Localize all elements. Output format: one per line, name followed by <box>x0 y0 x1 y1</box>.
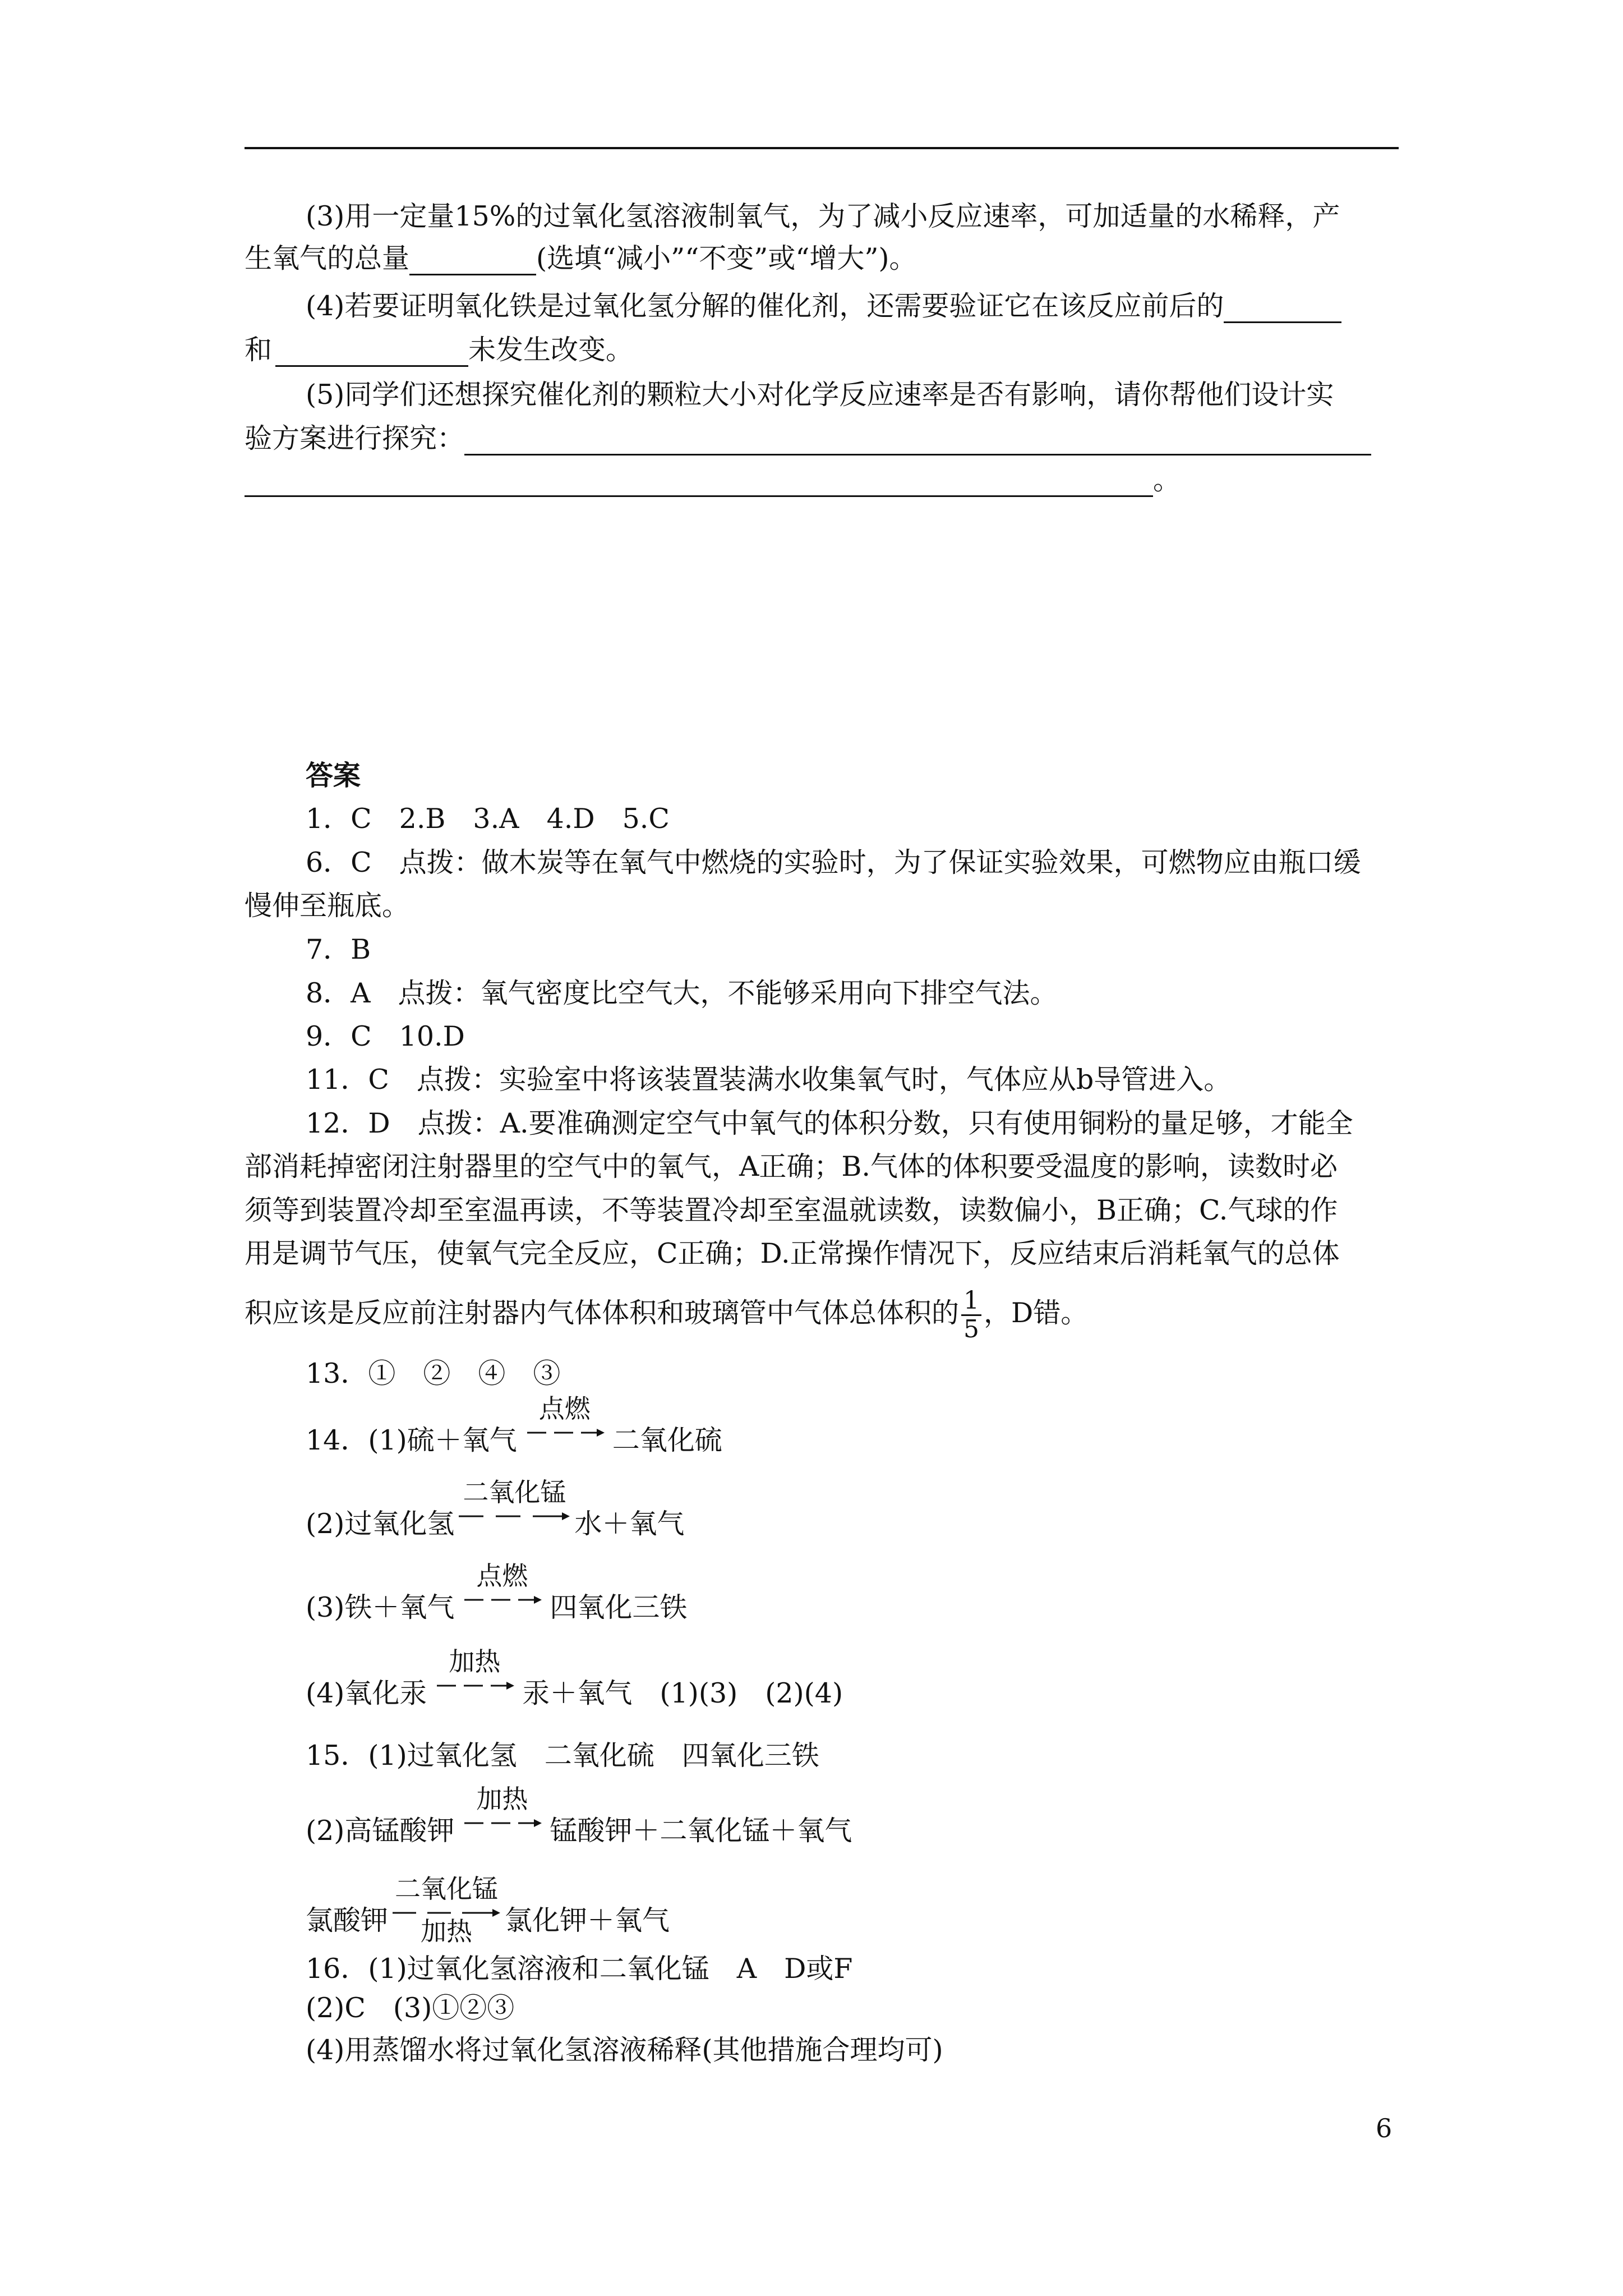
answer-15-2: (2)高锰酸钾 加热 锰酸钾＋二氧化锰＋氧气 <box>306 1784 852 1847</box>
q4-answer-blank-1[interactable] <box>1224 293 1341 323</box>
answer-14-2: (2)过氧化氢 二氧化锰 水＋氧气 <box>306 1477 685 1540</box>
answer-1-5: 1．C 2.B 3.A 4.D 5.C <box>306 803 670 835</box>
answer-14-3: (3)铁＋氧气 点燃 四氧化三铁 <box>306 1561 688 1623</box>
reaction-arrow: 加热 <box>460 1806 544 1840</box>
q4-line-2: 和 未发生改变。 <box>245 334 634 366</box>
q4-answer-blank-2[interactable] <box>275 337 468 367</box>
q3-line-1: (3)用一定量15%的过氧化氢溶液制氧气，为了减小反应速率，可加适量的水稀释，产 <box>306 200 1340 232</box>
answer-16-2: (2)C (3)①②③ <box>306 1992 515 2024</box>
answer-13: 13．① ② ④ ③ <box>306 1358 561 1389</box>
q4-line-1: (4)若要证明氧化铁是过氧化氢分解的催化剂，还需要验证它在该反应前后的 <box>306 289 1341 323</box>
answer-16-1: 16．(1)过氧化氢溶液和二氧化锰 A D或F <box>306 1953 853 1985</box>
q3-line-2: 生氧气的总量 (选填“减小”“不变”或“增大”)。 <box>245 242 917 274</box>
reaction-arrow: 二氧化锰 <box>457 1499 572 1533</box>
page-number: 6 <box>1376 2113 1393 2143</box>
answer-9-10: 9．C 10.D <box>306 1020 465 1052</box>
answer-15-3: 氯酸钾 二氧化锰 加热 氯化钾＋氧气 <box>306 1874 670 1947</box>
answer-6-line-1: 6．C 点拨：做木炭等在氧气中燃烧的实验时，为了保证实验效果，可燃物应由瓶口缓 <box>306 846 1361 878</box>
answer-14-4: (4)氧化汞 加热 汞＋氧气 (1)(3) (2)(4) <box>306 1646 843 1709</box>
reaction-arrow: 点燃 <box>523 1416 607 1450</box>
reaction-arrow: 点燃 <box>460 1583 544 1617</box>
q5-answer-blank-1[interactable] <box>464 426 1371 455</box>
answer-15-1: 15．(1)过氧化氢 二氧化硫 四氧化三铁 <box>306 1740 819 1772</box>
q3-answer-blank[interactable] <box>409 246 536 275</box>
answer-12-line-5: 积应该是反应前注射器内气体体积和玻璃管中气体总体积的 $\frac{1}{5}$ ，D错。 <box>245 1286 1089 1343</box>
answer-12-line-4: 用是调节气压，使氧气完全反应，C正确；D.正常操作情况下，反应结束后消耗氧气的总体 <box>245 1237 1340 1269</box>
answer-12-line-2: 部消耗掉密闭注射器里的空气中的氧气，A正确；B.气体的体积要受温度的影响，读数时必 <box>245 1151 1338 1182</box>
answer-8: 8．A 点拨：氧气密度比空气大，不能够采用向下排空气法。 <box>306 977 1058 1009</box>
answer-12-line-3: 须等到装置冷却至室温再读，不等装置冷却至室温就读数，读数偏小，B正确；C.气球的作 <box>245 1194 1338 1226</box>
answer-16-4: (4)用蒸馏水将过氧化氢溶液稀释(其他措施合理均可) <box>306 2034 943 2066</box>
answer-7: 7．B <box>306 933 371 965</box>
answer-14-1: 14．(1)硫＋氧气 点燃 二氧化硫 <box>306 1393 722 1456</box>
answer-6-line-2: 慢伸至瓶底。 <box>245 890 410 922</box>
fraction-one-fifth: $\frac{1}{5}$ <box>961 1287 981 1343</box>
answer-11: 11．C 点拨：实验室中将该装置装满水收集氧气时，气体应从b导管进入。 <box>306 1064 1232 1096</box>
q5-line-2: 验方案进行探究： <box>245 422 1371 455</box>
answer-12-line-1: 12．D 点拨：A.要准确测定空气中氧气的体积分数，只有使用铜粉的量足够，才能全 <box>306 1107 1353 1139</box>
q5-answer-blank-2[interactable] <box>245 467 1153 497</box>
reaction-arrow: 加热 <box>432 1669 517 1703</box>
q5-line-3: 。 <box>245 463 1181 497</box>
header-rule <box>245 147 1399 149</box>
q5-line-1: (5)同学们还想探究催化剂的颗粒大小对化学反应速率是否有影响，请你帮他们设计实 <box>306 379 1334 411</box>
answers-heading: 答案 <box>306 760 361 792</box>
reaction-arrow: 二氧化锰 加热 <box>390 1896 502 1930</box>
